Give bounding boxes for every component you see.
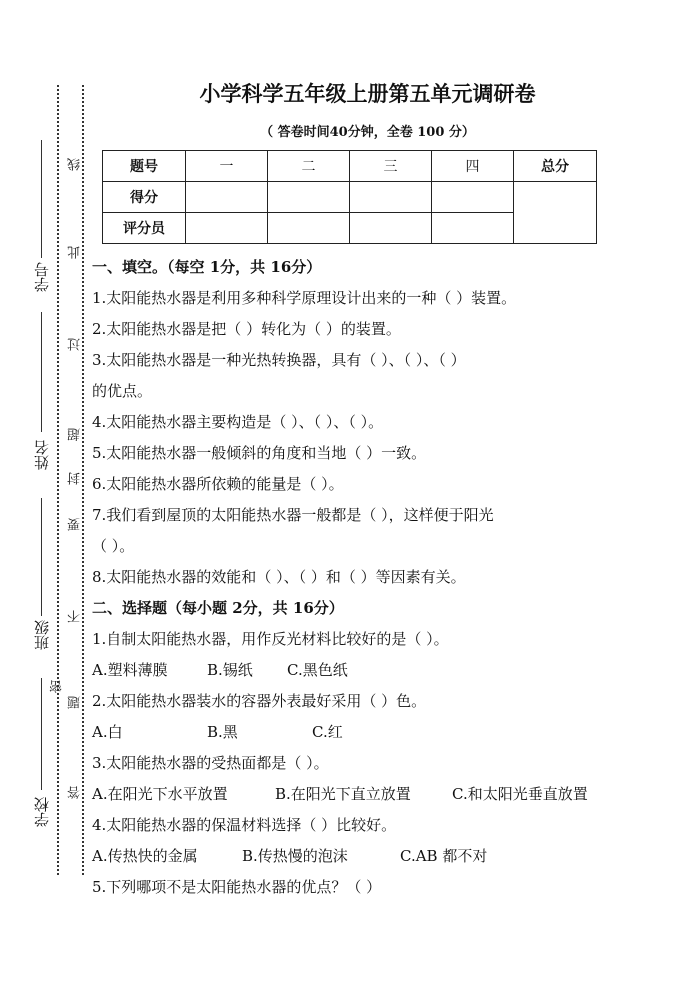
- option-c[interactable]: C.AB 都不对: [400, 847, 488, 865]
- fill-question: 8.太阳能热水器的效能和（ ）、（ ）和（ ）等因素有关。: [92, 568, 466, 586]
- school-write-line: [41, 678, 42, 790]
- table-header-cell: 一: [186, 151, 268, 182]
- score-table: [102, 150, 597, 244]
- seal-char: 过: [68, 338, 83, 351]
- fill-question: 1.太阳能热水器是利用多种科学原理设计出来的一种（ ）装置。: [92, 289, 517, 307]
- score-cell[interactable]: [268, 182, 350, 213]
- school-label: 学校: [33, 797, 51, 827]
- choice-options: [92, 717, 682, 748]
- class-write-line: [41, 498, 42, 616]
- table-header-cell: 二: [268, 151, 350, 182]
- table-row: [103, 182, 597, 213]
- total-score-cell[interactable]: [514, 182, 597, 244]
- score-cell[interactable]: [350, 182, 432, 213]
- score-cell[interactable]: [432, 213, 514, 244]
- question-content: [92, 252, 682, 903]
- name-label: 姓名: [33, 440, 51, 470]
- option-b[interactable]: B.在阳光下直立放置: [275, 785, 411, 803]
- row-label-cell: 评分员: [103, 213, 186, 244]
- choice-question: 1.自制太阳能热水器，用作反光材料比较好的是（ ）。: [92, 630, 449, 648]
- section1-heading: 一、填空。（每空 1分，共 16分）: [92, 258, 322, 276]
- option-b[interactable]: B.黑: [207, 723, 238, 741]
- score-cell[interactable]: [268, 213, 350, 244]
- choice-question: 2.太阳能热水器装水的容器外表最好采用（ ）色。: [92, 692, 427, 710]
- fill-question-continued: 的优点。: [92, 382, 153, 400]
- table-header-cell: 四: [432, 151, 514, 182]
- table-row: [103, 151, 597, 182]
- seal-char: 密: [50, 680, 65, 693]
- option-c[interactable]: C.黑色纸: [287, 661, 348, 679]
- option-a[interactable]: A.传热快的金属: [92, 847, 198, 865]
- choice-options: [92, 655, 682, 686]
- fill-question: 7.我们看到屋顶的太阳能热水器一般都是（ ），这样便于阳光: [92, 506, 494, 524]
- table-header-cell: 总分: [514, 151, 597, 182]
- table-header-cell: 三: [350, 151, 432, 182]
- seal-char: 要: [68, 518, 83, 531]
- option-a[interactable]: A.在阳光下水平放置: [92, 785, 228, 803]
- choice-options: [92, 841, 682, 872]
- score-cell[interactable]: [350, 213, 432, 244]
- row-label-cell: 得分: [103, 182, 186, 213]
- fill-question-continued: （ ）。: [92, 537, 135, 555]
- score-cell[interactable]: [186, 213, 268, 244]
- option-a[interactable]: A.白: [92, 723, 123, 741]
- page-title: 小学科学五年级上册第五单元调研卷: [199, 82, 536, 106]
- table-header-cell: 题号: [103, 151, 186, 182]
- seal-char: 题: [68, 696, 83, 709]
- seal-char: 超: [68, 428, 83, 441]
- fill-question: 5.太阳能热水器一般倾斜的角度和当地（ ）一致。: [92, 444, 427, 462]
- option-b[interactable]: B.传热慢的泡沫: [242, 847, 348, 865]
- choice-options: [92, 779, 682, 810]
- seal-char: 不: [68, 610, 83, 623]
- fill-question: 6.太阳能热水器所依赖的能量是（ ）。: [92, 475, 344, 493]
- fill-question: 2.太阳能热水器是把（ ）转化为（ ）的装置。: [92, 320, 401, 338]
- section2-heading: 二、选择题（每小题 2分，共 16分）: [92, 599, 344, 617]
- score-cell[interactable]: [186, 182, 268, 213]
- fill-question: 4.太阳能热水器主要构造是（ ）、（ ）、（ ）。: [92, 413, 384, 431]
- name-write-line: [41, 312, 42, 432]
- student-id-label: 学号: [33, 262, 51, 292]
- seal-char: 封: [68, 472, 83, 485]
- binding-margin: [0, 0, 95, 982]
- page-subtitle: （ 答卷时间40分钟，全卷 100 分）: [260, 125, 475, 140]
- option-c[interactable]: C.和太阳光垂直放置: [452, 785, 588, 803]
- choice-question: 4.太阳能热水器的保温材料选择（ ）比较好。: [92, 816, 397, 834]
- fill-question: 3.太阳能热水器是一种光热转换器，具有（ ）、（ ）、（ ）: [92, 351, 466, 369]
- seal-char: 答: [68, 786, 83, 799]
- id-write-line: [41, 140, 42, 258]
- choice-question: 3.太阳能热水器的受热面都是（ ）。: [92, 754, 329, 772]
- seal-char: 此: [68, 246, 83, 259]
- option-b[interactable]: B.锡纸: [207, 661, 253, 679]
- class-label: 班级: [33, 620, 51, 650]
- seal-char: 线: [68, 158, 83, 171]
- score-cell[interactable]: [432, 182, 514, 213]
- choice-question: 5.下列哪项不是太阳能热水器的优点？（ ）: [92, 878, 382, 896]
- option-c[interactable]: C.红: [312, 723, 343, 741]
- dotted-cut-line-outer: [57, 85, 59, 875]
- option-a[interactable]: A.塑料薄膜: [92, 661, 168, 679]
